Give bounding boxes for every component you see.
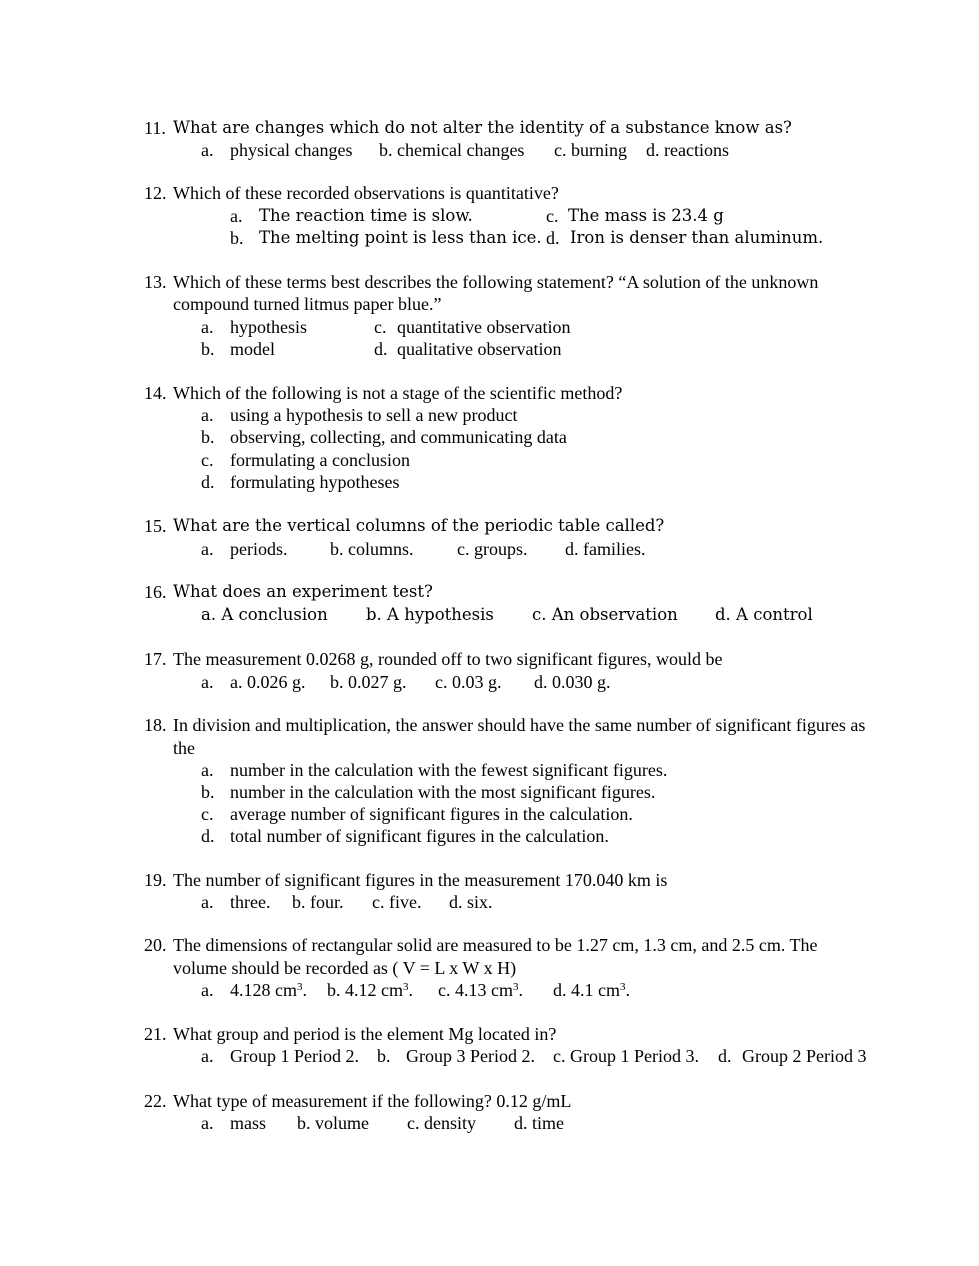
option-letter-b: b. [201,339,215,359]
option-letter-a: a. [201,892,214,912]
option-letter-a: a. [201,980,214,1000]
option-c: c. density [407,1113,476,1133]
option-d: d. 4.1 $cm^3$. [553,980,630,1000]
option-a: hypothesis [230,317,308,337]
option-a: periods. [230,539,288,559]
question-text: Which of these recorded observations is quantitative? [173,183,559,203]
option-b: b. A hypothesis [366,605,494,624]
option-b: b. columns. [330,539,414,559]
question-text: What are changes which do not alter the identity of a substance know as? [173,118,792,137]
question-number: 14. [144,383,167,403]
option-d: d. families. [565,539,646,559]
option-c: c. five. [372,892,422,912]
option-letter-a: a. [201,1113,214,1133]
option-a: physical changes [230,140,353,160]
option-d: d. time [514,1113,564,1133]
option-d: total number of significant figures in the calculation. [230,826,609,846]
question-text-line-1: Which of these terms best describes the following statement? “A solution of the unknown [173,272,819,292]
option-b: b. volume [297,1113,369,1133]
option-letter-c: c. [546,206,559,226]
option-letter-a: a. [201,1046,214,1066]
option-d: d. reactions [646,140,729,160]
option-b: The melting point is less than ice. [259,228,542,247]
option-a: 4.128 $cm^3$. [230,980,307,1000]
option-c: c. 0.03 g. [435,672,502,692]
option-b: model [230,339,275,359]
option-b: b. chemical changes [379,140,525,160]
option-letter-a: a. [201,672,214,692]
option-a: mass [230,1113,266,1133]
question-text: The measurement 0.0268 g, rounded off to two significant figures, would be [173,649,723,669]
option-b: b. 4.12 $cm^3$. [327,980,413,1000]
question-text: What does an experiment test? [173,582,433,601]
option-d: d. 0.030 g. [534,672,611,692]
option-a: three. [230,892,271,912]
question-number: 15. [144,516,167,536]
question-text-line-2: the [173,738,195,758]
option-c: c. 4.13 $cm^3$. [438,980,523,1000]
option-c: formulating a conclusion [230,450,410,470]
option-b: b. four. [292,892,344,912]
option-letter-a: a. [201,317,214,337]
option-c: average number of significant figures in the calculation. [230,804,633,824]
option-letter-b: b. [201,427,215,447]
question-number: 16. [144,582,167,602]
question-number: 19. [144,870,167,890]
option-letter-b: b. [377,1046,391,1066]
option-c: c. Group 1 Period 3. [553,1046,699,1066]
option-d: d. A control [715,605,813,624]
option-letter-a: a. [230,206,243,226]
option-a: number in the calculation with the fewest significant figures. [230,760,668,780]
option-a: a. A conclusion [201,605,328,624]
option-letter-d: d. [374,339,388,359]
question-text: What are the vertical columns of the periodic table called? [173,516,665,535]
question-number: 20. [144,935,167,955]
option-c: quantitative observation [397,317,571,337]
question-text: The number of significant figures in the measurement 170.040 km is [173,870,668,890]
option-b: b. 0.027 g. [330,672,407,692]
option-b: number in the calculation with the most significant figures. [230,782,656,802]
option-letter-b: b. [201,782,215,802]
option-d: qualitative observation [397,339,562,359]
option-d: Iron is denser than aluminum. [570,228,824,247]
option-d: d. six. [449,892,493,912]
question-text-line-1: The dimensions of rectangular solid are measured to be 1.27 cm, 1.3 cm, and 2.5 cm. The [173,935,818,955]
option-letter-d: d. [546,228,560,248]
option-b: Group 3 Period 2. [406,1046,535,1066]
option-a: Group 1 Period 2. [230,1046,359,1066]
question-text: What group and period is the element Mg located in? [173,1024,557,1044]
question-number: 12. [144,183,167,203]
question-text: Which of the following is not a stage of the scientific method? [173,383,623,403]
option-c: c. An observation [532,605,678,624]
option-c: c. burning [554,140,627,160]
question-number: 13. [144,272,167,292]
question-text-line-2: compound turned litmus paper blue.” [173,294,442,314]
option-a: using a hypothesis to sell a new product [230,405,518,425]
question-number: 18. [144,715,167,735]
question-number: 22. [144,1091,167,1111]
option-letter-b: b. [230,228,244,248]
option-letter-c: c. [201,804,214,824]
option-letter-d: d. [718,1046,732,1066]
option-letter-a: a. [201,405,214,425]
option-letter-c: c. [201,450,214,470]
question-text-line-1: In division and multiplication, the answer should have the same number of significant figures as [173,715,866,735]
question-number: 21. [144,1024,167,1044]
option-d: Group 2 Period 3 [742,1046,867,1066]
option-letter-c: c. [374,317,387,337]
option-letter-d: d. [201,472,215,492]
option-d: formulating hypotheses [230,472,400,492]
question-number: 17. [144,649,167,669]
option-letter-d: d. [201,826,215,846]
option-letter-a: a. [201,140,214,160]
question-text-line-2: volume should be recorded as ( V = L x W x H) [173,958,517,978]
question-number: 11. [144,118,166,138]
option-letter-a: a. [201,539,214,559]
option-a: a. 0.026 g. [230,672,306,692]
option-letter-a: a. [201,760,214,780]
option-a: The reaction time is slow. [259,206,473,225]
question-text: What type of measurement if the following? 0.12 g/mL [173,1091,572,1111]
option-b: observing, collecting, and communicating data [230,427,567,447]
option-c: The mass is 23.4 g [568,206,724,225]
option-c: c. groups. [457,539,528,559]
